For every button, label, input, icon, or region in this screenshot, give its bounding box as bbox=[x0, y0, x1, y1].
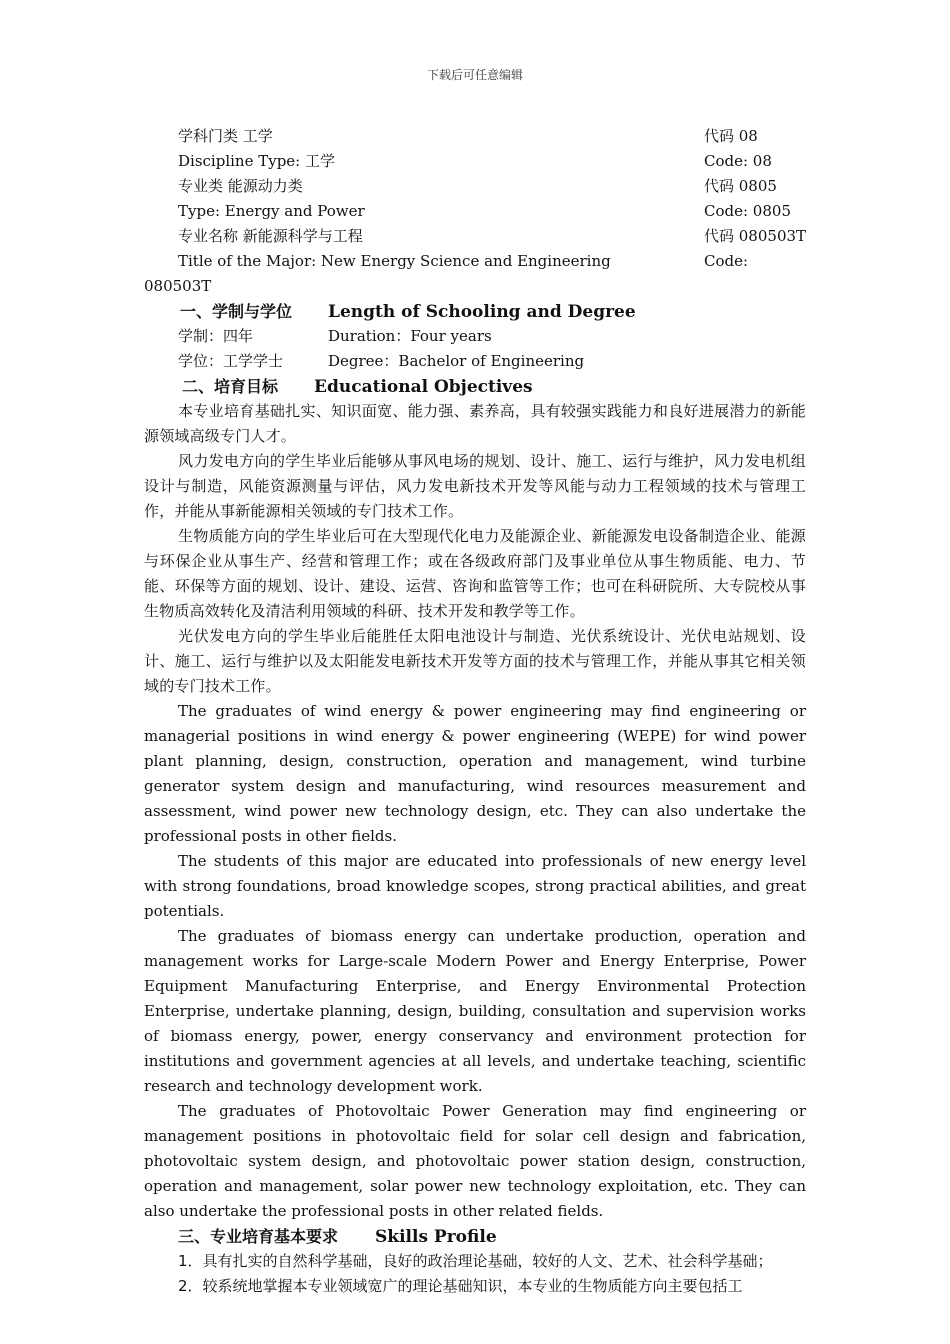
duration-row bbox=[144, 324, 806, 349]
section3-heading-cn: 三、专业培育基本要求 bbox=[178, 1227, 339, 1246]
discipline-en-label: Discipline Type: 工学 bbox=[178, 152, 336, 170]
section1-heading-cn: 一、学制与学位 bbox=[180, 302, 293, 321]
objective-en-paragraph: The graduates of biomass energy can undertake production, operation and management works for Large-scale Modern Power and Energy Enterprise, Power Equipment Manufacturing Enterprise, and Energy Environmental Protection Enterprise, undertake planning, design, building, consultation and supervision works of biomass energy, power, energy conservancy and environment protection for institutions and government agencies at all levels, and undertake teaching, scientific research and technology development work. bbox=[144, 927, 806, 1095]
major-cn-label: 专业名称 新能源科学与工程 bbox=[178, 227, 363, 245]
header-note: 下载后可任意编辑 bbox=[426, 68, 523, 82]
document-content bbox=[144, 124, 806, 1299]
skills-list-item: 1．具有扎实的自然科学基础，良好的政治理论基础，较好的人文、艺术、社会科学基础； bbox=[178, 1252, 773, 1270]
discipline-cn-code: 代码 08 bbox=[704, 127, 758, 145]
degree-row bbox=[144, 349, 806, 374]
objective-en-paragraph: The graduates of wind energy & power engineering may find engineering or managerial positions in wind energy & power engineering (WEPE) for wind power plant planning, design, construction, operation and management, wind turbine generator system design and manufacturing, wind resources measurement and assessment, wind power new technology design, etc. They can also undertake the professional posts in other fields. bbox=[144, 702, 806, 845]
section2-heading-en: Educational Objectives bbox=[314, 377, 533, 397]
type-cn-label: 专业类 能源动力类 bbox=[178, 177, 303, 195]
major-en-label: Title of the Major: New Energy Science and Engineering bbox=[178, 252, 611, 270]
section1-heading bbox=[144, 299, 806, 324]
type-cn-code: 代码 0805 bbox=[704, 177, 777, 195]
duration-cn: 学制：四年 bbox=[178, 327, 254, 345]
objective-cn-paragraph: 生物质能方向的学生毕业后可在大型现代化电力及能源企业、新能源发电设备制造企业、能源与环保企业从事生产、经营和管理工作；或在各级政府部门及事业单位从事生物质能、电力、节能、环保等方面的规划、设计、建设、运营、咨询和监管等工作；也可在科研院所、大专院校从事生物质高效转化及清洁利用领域的科研、技术开发和教学等工作。 bbox=[144, 527, 806, 620]
section3-heading-en: Skills Profile bbox=[375, 1227, 497, 1247]
objective-cn-paragraph: 风力发电方向的学生毕业后能够从事风电场的规划、设计、施工、运行与维护，风力发电机组设计与制造，风能资源测量与评估，风力发电新技术开发等风能与动力工程领域的技术与管理工作，并能从事新能源相关领域的专门技术工作。 bbox=[144, 452, 806, 520]
discipline-en-code: Code: 08 bbox=[704, 152, 772, 170]
major-en-row bbox=[144, 249, 806, 274]
discipline-cn-label: 学科门类 工学 bbox=[178, 127, 273, 145]
major-cn-code: 代码 080503T bbox=[704, 227, 807, 245]
discipline-cn-row bbox=[144, 124, 806, 149]
major-cn-row bbox=[144, 224, 806, 249]
discipline-en-row bbox=[144, 149, 806, 174]
section3-heading bbox=[144, 1224, 806, 1249]
major-en-code-wrap: 080503T bbox=[144, 277, 212, 295]
type-cn-row bbox=[144, 174, 806, 199]
objective-cn-paragraph: 光伏发电方向的学生毕业后能胜任太阳电池设计与制造、光伏系统设计、光伏电站规划、设计、施工、运行与维护以及太阳能发电新技术开发等方面的技术与管理工作，并能从事其它相关领域的专门技术工作。 bbox=[144, 627, 806, 695]
degree-en: Degree：Bachelor of Engineering bbox=[328, 352, 585, 370]
type-en-code: Code: 0805 bbox=[704, 202, 791, 220]
skills-list-item: 2．较系统地掌握本专业领域宽广的理论基础知识，本专业的生物质能方向主要包括工 bbox=[178, 1277, 743, 1295]
type-en-label: Type: Energy and Power bbox=[178, 202, 365, 220]
section2-heading bbox=[144, 374, 806, 399]
objective-en-paragraph: The graduates of Photovoltaic Power Generation may find engineering or management positions in photovoltaic field for solar cell design and fabrication, photovoltaic system design, and photovoltaic power station design, construction, operation and management, solar power new technology exploitation, etc. They can also undertake the professional posts in other related fields. bbox=[144, 1102, 806, 1220]
objective-en-paragraph: The students of this major are educated into professionals of new energy level with strong foundations, broad knowledge scopes, strong practical abilities, and great potentials. bbox=[144, 852, 806, 920]
objective-cn-paragraph: 本专业培育基础扎实、知识面宽、能力强、素养高，具有较强实践能力和良好进展潜力的新能源领域高级专门人才。 bbox=[144, 402, 806, 445]
degree-cn: 学位：工学学士 bbox=[178, 352, 284, 370]
duration-en: Duration：Four years bbox=[328, 327, 492, 345]
section1-heading-en: Length of Schooling and Degree bbox=[328, 302, 636, 322]
type-en-row bbox=[144, 199, 806, 224]
section2-heading-cn: 二、培育目标 bbox=[182, 377, 279, 396]
major-en-code-prefix: Code: bbox=[704, 252, 749, 270]
